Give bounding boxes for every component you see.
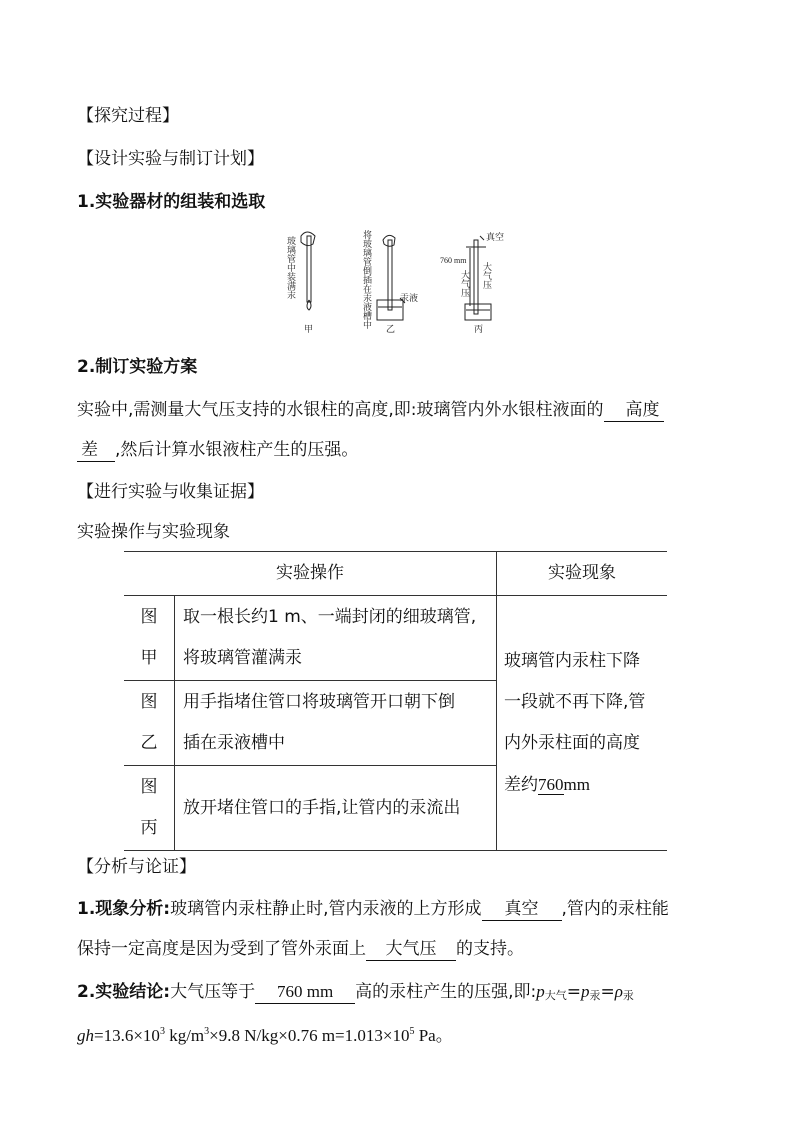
vtext-jia: 玻璃管中装满汞 bbox=[285, 236, 295, 299]
finger-yi bbox=[383, 235, 395, 246]
result-cell: 玻璃管内汞柱下降 一段就不再下降,管 内外汞柱面的高度 差约760mm bbox=[497, 596, 668, 851]
label-yi: 乙 bbox=[386, 325, 396, 335]
plan-text-2: ,然后计算水银液柱产生的压强。 bbox=[115, 440, 359, 460]
label-jia: 甲 bbox=[304, 325, 314, 335]
plan-line-1 bbox=[77, 398, 664, 422]
col-result-header: 实验现象 bbox=[497, 552, 668, 596]
table-caption: 实验操作与实验现象 bbox=[77, 522, 230, 542]
item-1-heading: 1.实验器材的组装和选取 bbox=[77, 192, 266, 212]
col-operation-header: 实验操作 bbox=[124, 552, 497, 596]
plan-blank-1: 高度 bbox=[604, 399, 664, 422]
section-design: 【设计实验与制订计划】 bbox=[77, 149, 264, 169]
row-operation: 取一根长约1 m、一端封闭的细玻璃管, 将玻璃管灌满汞 bbox=[175, 596, 497, 681]
experiment-table bbox=[124, 551, 667, 851]
height-label: 760 mm bbox=[440, 256, 467, 265]
mercury-label: 汞液 bbox=[400, 294, 419, 304]
row-label: 图 甲 bbox=[124, 596, 175, 681]
atm-left-label: 大气压 bbox=[459, 270, 469, 297]
section-analysis: 【分析与论证】 bbox=[77, 857, 196, 877]
figure-jia bbox=[301, 232, 315, 310]
result-value-blank: 760 bbox=[538, 774, 564, 794]
table-row bbox=[124, 596, 667, 681]
a1-blank-2: 大气压 bbox=[366, 938, 456, 961]
funnel-jia bbox=[301, 232, 315, 246]
analysis-line-1: 1.现象分析:玻璃管内汞柱静止时,管内汞液的上方形成 真空 ,管内的汞柱能 bbox=[77, 899, 669, 919]
row-operation: 用手指堵住管口将玻璃管开口朝下倒 插在汞液槽中 bbox=[175, 681, 497, 766]
analysis-line-2: 保持一定高度是因为受到了管外汞面上 大气压 的支持。 bbox=[77, 939, 524, 959]
plan-blank-2: 差 bbox=[77, 439, 115, 462]
label-bing: 丙 bbox=[474, 325, 484, 335]
row-operation: 放开堵住管口的手指,让管内的汞流出 bbox=[175, 766, 497, 851]
section-explore: 【探究过程】 bbox=[77, 106, 179, 126]
plan-line-2 bbox=[77, 438, 358, 462]
a2-blank: 760 mm bbox=[255, 981, 355, 1004]
glass-tube-bing bbox=[474, 240, 478, 314]
row-label: 图 丙 bbox=[124, 766, 175, 851]
a2-title: 2.实验结论: bbox=[77, 982, 171, 1002]
a1-blank-1: 真空 bbox=[482, 898, 562, 921]
formula-line: $gh=13.6\times 10^3$ $kg/m^3\times 9.8$ N/kg×0.76 $m=1.013\times 10^5$ Pa。 bbox=[77, 1026, 453, 1045]
section-conduct: 【进行实验与收集证据】 bbox=[77, 482, 264, 502]
figure-yi bbox=[377, 235, 405, 320]
plan-text-1: 实验中,需测量大气压支持的水银柱的高度,即:玻璃管内外水银柱液面的 bbox=[77, 400, 604, 420]
vtext-yi: 将玻璃管倒插在汞液槽中 bbox=[361, 230, 371, 329]
row-label: 图 乙 bbox=[124, 681, 175, 766]
vacuum-label: 真空 bbox=[486, 233, 505, 243]
analysis-line-3: 2.实验结论:大气压等于 760 mm 高的汞柱产生的压强,即$:p_{大气}=p_汞=\rho_汞$ bbox=[77, 982, 634, 1002]
a1-title: 1.现象分析: bbox=[77, 899, 171, 919]
atm-right-label: 大气压 bbox=[481, 262, 491, 289]
item-2-heading: 2.制订实验方案 bbox=[77, 357, 198, 377]
